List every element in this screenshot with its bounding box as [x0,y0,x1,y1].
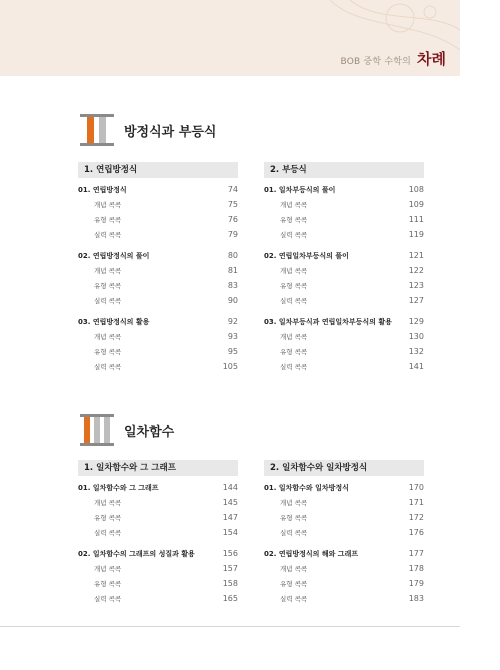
unit-iii-contents [78,460,424,609]
roman-numeral-iii-icon [78,412,116,448]
chapter-heading: 1. 일차함수와 그 그래프 [78,460,238,476]
subsection-row[interactable]: 개념 콕콕 145 [94,498,238,507]
chapter-column [264,460,424,609]
chapter-column [264,162,424,377]
page-header [0,0,460,76]
subsection-row[interactable]: 유형 콕콕 147 [94,513,238,522]
subsection-row[interactable]: 실력 콕콕 90 [94,296,238,305]
subsection-row[interactable]: 개념 콕콕 75 [94,200,238,209]
section-row[interactable]: 03. 일차부등식과 연립일차부등식의 활용 129 [264,317,424,326]
header-subtitle: BOB 중학 수학의 [340,57,412,67]
subsection-row[interactable]: 실력 콕콕 154 [94,528,238,537]
section-row[interactable]: 01. 일차함수와 그 그래프 144 [78,483,238,492]
unit-heading-ii [78,112,216,148]
chapter-heading: 2. 부등식 [264,162,424,178]
section-row[interactable]: 01. 연립방정식 74 [78,185,238,194]
section-row[interactable]: 01. 일차함수와 일차방정식 170 [264,483,424,492]
subsection-row[interactable]: 실력 콕콕 119 [280,230,424,239]
footer-divider [0,626,460,627]
subsection-row[interactable]: 개념 콕콕 171 [280,498,424,507]
subsection-row[interactable]: 개념 콕콕 81 [94,266,238,275]
roman-numeral-ii-icon [78,112,116,148]
subsection-row[interactable]: 유형 콕콕 158 [94,579,238,588]
chapter-column [78,460,238,609]
subsection-row[interactable]: 개념 콕콕 157 [94,564,238,573]
subsection-row[interactable]: 유형 콕콕 123 [280,281,424,290]
unit-ii-contents [78,162,424,377]
header-title: 차례 [417,50,446,68]
section-row[interactable]: 01. 일차부등식의 풀이 108 [264,185,424,194]
subsection-row[interactable]: 유형 콕콕 111 [280,215,424,224]
subsection-row[interactable]: 실력 콕콕 141 [280,362,424,371]
subsection-row[interactable]: 유형 콕콕 179 [280,579,424,588]
subsection-row[interactable]: 개념 콕콕 109 [280,200,424,209]
section-row[interactable]: 02. 연립방정식의 해와 그래프 177 [264,549,424,558]
subsection-row[interactable]: 실력 콕콕 127 [280,296,424,305]
subsection-row[interactable]: 유형 콕콕 95 [94,347,238,356]
section-row[interactable]: 02. 일차함수의 그래프의 성질과 활용 156 [78,549,238,558]
section-row[interactable]: 02. 연립방정식의 풀이 80 [78,251,238,260]
subsection-row[interactable]: 실력 콕콕 79 [94,230,238,239]
subsection-row[interactable]: 개념 콕콕 130 [280,332,424,341]
unit-heading-iii [78,412,174,448]
unit-title: 일차함수 [124,424,175,440]
subsection-row[interactable]: 실력 콕콕 165 [94,594,238,603]
subsection-row[interactable]: 유형 콕콕 132 [280,347,424,356]
chapter-heading: 1. 연립방정식 [78,162,238,178]
subsection-row[interactable]: 유형 콕콕 76 [94,215,238,224]
subsection-row[interactable]: 유형 콕콕 83 [94,281,238,290]
subsection-row[interactable]: 개념 콕콕 93 [94,332,238,341]
subsection-row[interactable]: 개념 콕콕 178 [280,564,424,573]
section-row[interactable]: 02. 연립일차부등식의 풀이 121 [264,251,424,260]
subsection-row[interactable]: 실력 콕콕 105 [94,362,238,371]
chapter-column [78,162,238,377]
subsection-row[interactable]: 실력 콕콕 176 [280,528,424,537]
unit-title: 방정식과 부등식 [124,124,217,140]
chapter-heading: 2. 일차함수와 일차방정식 [264,460,424,476]
section-row[interactable]: 03. 연립방정식의 활용 92 [78,317,238,326]
subsection-row[interactable]: 개념 콕콕 122 [280,266,424,275]
subsection-row[interactable]: 유형 콕콕 172 [280,513,424,522]
subsection-row[interactable]: 실력 콕콕 183 [280,594,424,603]
